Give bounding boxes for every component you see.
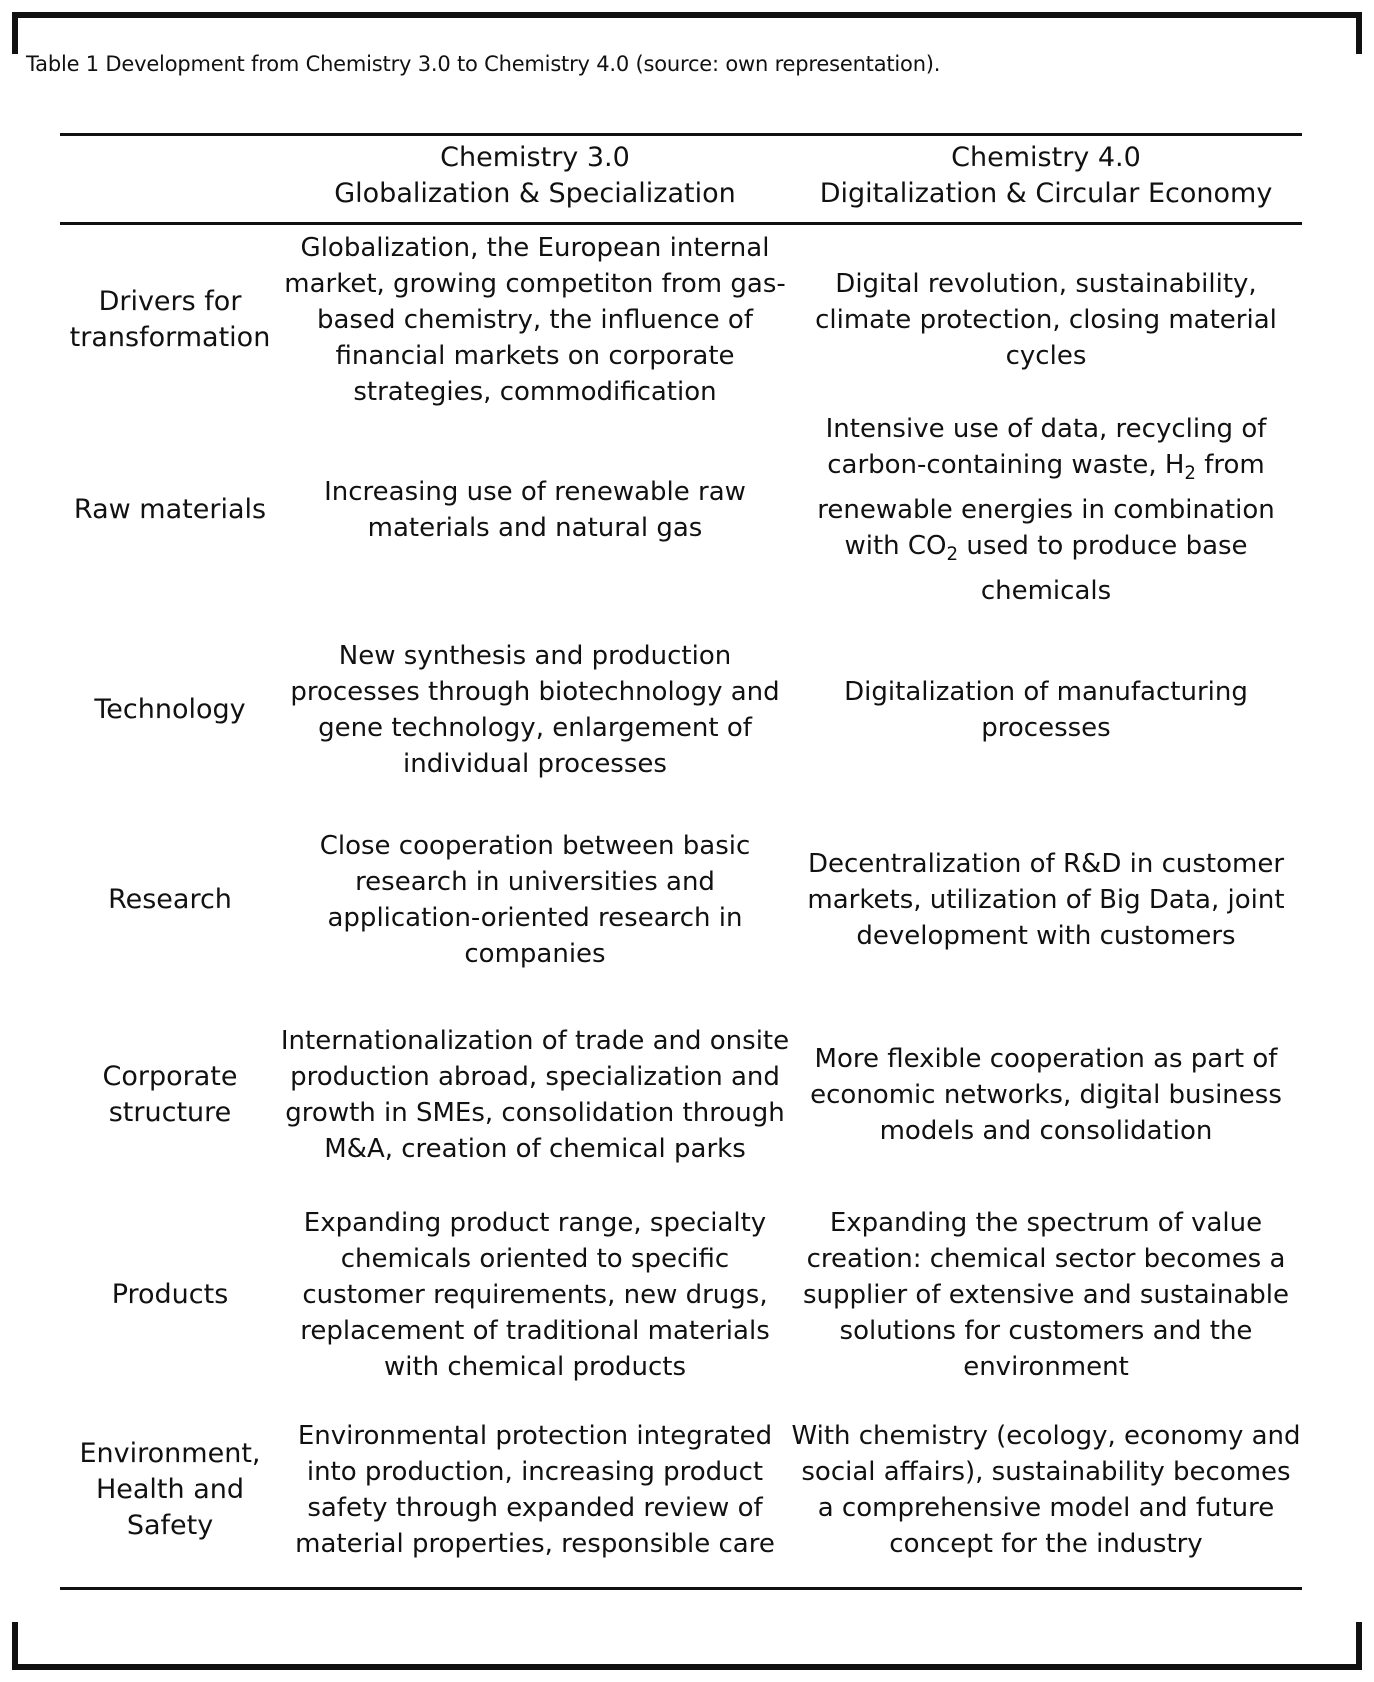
chemistry-4-cell: Expanding the spectrum of value creation: chemical sector becomes a supplier of extensive and sustainable solutions for customers and the environment bbox=[802, 1208, 1289, 1382]
chemistry-4-cell: More flexible cooperation as part of economic networks, digital business models and consolidation bbox=[810, 1044, 1282, 1146]
frame-bottom-left-tick bbox=[12, 1622, 18, 1670]
row-label: Corporate structure bbox=[102, 1061, 238, 1128]
chemistry-3-cell: New synthesis and production processes through biotechnology and gene technology, enlargement of individual processes bbox=[290, 641, 780, 779]
chemistry-4-cell bbox=[790, 411, 1302, 609]
chemistry-4-text-b: from renewable energies in combination with CO bbox=[817, 449, 1275, 561]
table-row bbox=[60, 1000, 1302, 1190]
row-label: Environment, Health and Safety bbox=[79, 1438, 261, 1541]
table-bottom-rule bbox=[60, 1587, 1302, 1590]
chemistry-4-text-a: Intensive use of data, recycling of carbon-containing waste, H bbox=[825, 413, 1267, 480]
table-row bbox=[60, 830, 1302, 970]
table-row bbox=[60, 230, 1302, 410]
chemistry-3-cell: Expanding product range, specialty chemicals oriented to specific customer requirements, new drugs, replacement of traditional materials with chemical products bbox=[300, 1208, 770, 1382]
chemistry-3-cell: Environmental protection integrated into production, increasing product safety through expanded review of material properties, responsible care bbox=[295, 1421, 775, 1559]
table-top-rule bbox=[60, 133, 1302, 136]
chemistry-4-text-c: used to produce base chemicals bbox=[958, 531, 1248, 607]
row-label: Raw materials bbox=[73, 494, 267, 525]
row-label: Products bbox=[111, 1279, 229, 1310]
table-caption: Table 1 Development from Chemistry 3.0 to Chemistry 4.0 (source: own representation). bbox=[26, 52, 941, 76]
subscript-2: 2 bbox=[946, 544, 959, 566]
chemistry-3-cell: Internationalization of trade and onsite production abroad, specialization and growth in SMEs, consolidation through M&A, creation of chemical parks bbox=[280, 1026, 790, 1164]
header-chemistry-4-subtitle: Digitalization & Circular Economy bbox=[819, 178, 1273, 209]
chemistry-4-cell: Digitalization of manufacturing processes bbox=[844, 677, 1248, 743]
chemistry-3-cell: Increasing use of renewable raw materials and natural gas bbox=[324, 477, 746, 543]
header-bottom-rule bbox=[60, 222, 1302, 225]
table-row bbox=[60, 1200, 1302, 1390]
frame-top-right-tick bbox=[1356, 12, 1362, 54]
header-chemistry-3-title: Chemistry 3.0 bbox=[440, 142, 630, 173]
row-label: Drivers for transformation bbox=[69, 286, 271, 353]
table-row bbox=[60, 413, 1302, 607]
frame-top-bar bbox=[12, 12, 1362, 18]
header-chemistry-4 bbox=[790, 140, 1302, 212]
header-chemistry-3-subtitle: Globalization & Specialization bbox=[334, 178, 736, 209]
table-row bbox=[60, 1410, 1302, 1570]
header-chemistry-4-title: Chemistry 4.0 bbox=[951, 142, 1141, 173]
chemistry-3-cell: Close cooperation between basic research in universities and application-oriented research in companies bbox=[319, 831, 751, 969]
row-label: Technology bbox=[94, 694, 246, 725]
chemistry-4-cell: Digital revolution, sustainability, climate protection, closing material cycles bbox=[815, 269, 1277, 371]
row-label: Research bbox=[108, 884, 232, 915]
subscript-2: 2 bbox=[1184, 463, 1196, 484]
header-chemistry-3 bbox=[280, 140, 790, 212]
chemistry-4-cell: Decentralization of R&D in customer markets, utilization of Big Data, joint development with customers bbox=[807, 849, 1285, 951]
frame-bottom-right-tick bbox=[1356, 1622, 1362, 1670]
chemistry-4-cell: With chemistry (ecology, economy and social affairs), sustainability becomes a comprehensive model and future concept for the industry bbox=[791, 1421, 1301, 1559]
table-row bbox=[60, 630, 1302, 790]
frame-bottom-bar bbox=[12, 1664, 1362, 1670]
chemistry-3-cell: Globalization, the European internal market, growing competiton from gas-based chemistry, the influence of financial markets on corporate strategies, commodification bbox=[284, 233, 786, 407]
frame-top-left-tick bbox=[12, 12, 18, 54]
